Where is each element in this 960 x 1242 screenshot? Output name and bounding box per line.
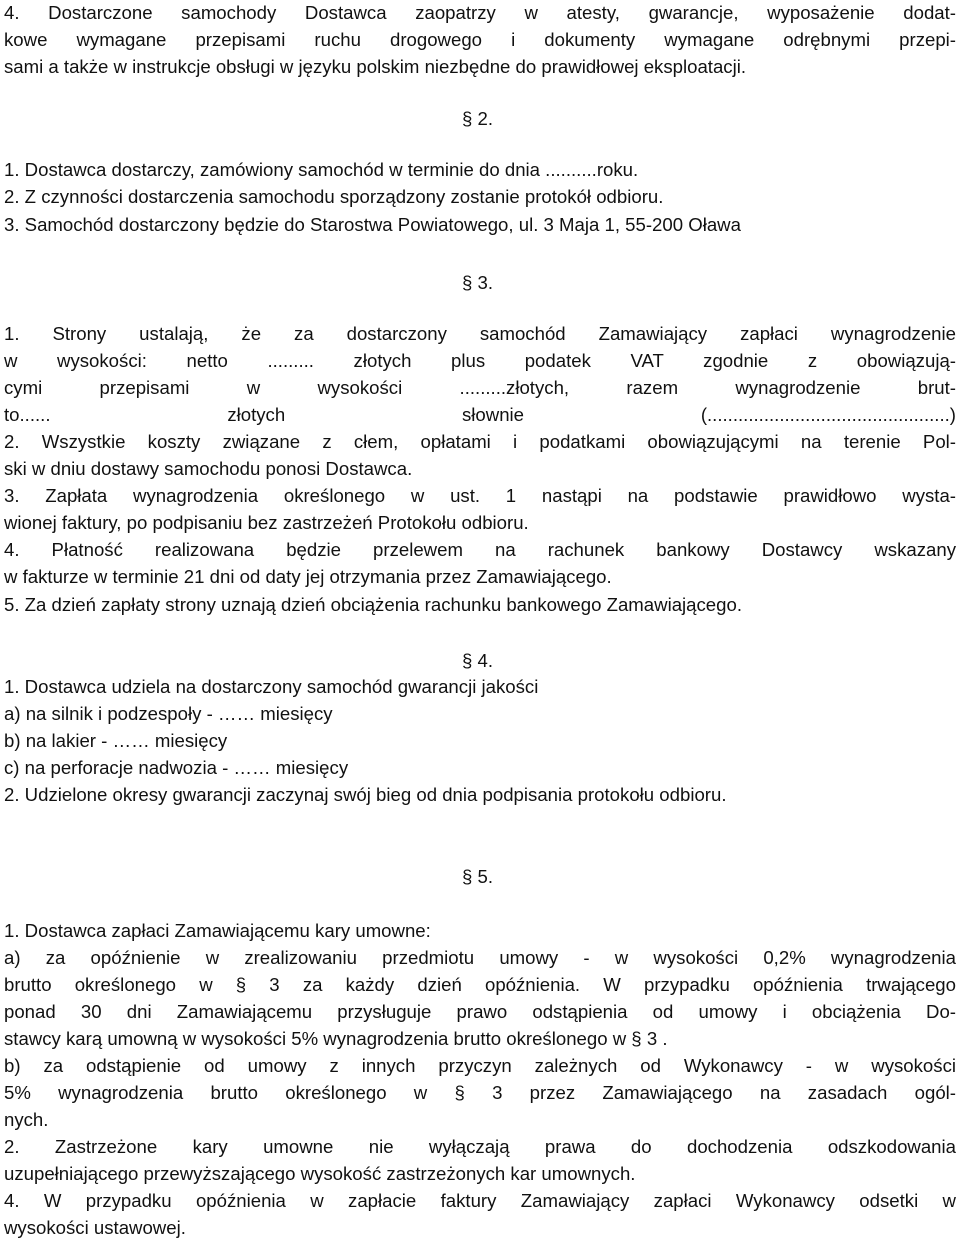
s3-item-5: 5. Za dzień zapłaty strony uznają dzień obciążenia rachunku bankowego Zamawiającego.	[4, 594, 742, 615]
paragraph-4-line-1: 4. Dostarczone samochody Dostawca zaopatrzy w atesty, gwarancje, wyposażenie dodat-	[4, 2, 956, 23]
s3-item-1-line-3: cymi przepisami w wysokości .........złotych, razem wynagrodzenie brut-	[4, 377, 956, 398]
s4-item-1-c: c) na perforacje nadwozia - …… miesięcy	[4, 757, 349, 778]
section-2-heading: § 2.	[462, 108, 494, 129]
s5-item-2-line-2: uzupełniającego przewyższającego wysokość zastrzeżonych kar umownych.	[4, 1163, 636, 1184]
s3-item-3-line-2: wionej faktury, po podpisaniu bez zastrzeżeń Protokołu odbioru.	[4, 512, 529, 533]
s5-item-1: 1. Dostawca zapłaci Zamawiającemu kary umowne:	[4, 920, 431, 941]
s2-item-1: 1. Dostawca dostarczy, zamówiony samochód w terminie do dnia ..........roku.	[4, 159, 639, 180]
s5-item-1-b-line-3: nych.	[4, 1109, 49, 1130]
s5-item-4-line-2: wysokości ustawowej.	[4, 1217, 186, 1238]
s4-item-1: 1. Dostawca udziela na dostarczony samochód gwarancji jakości	[4, 676, 539, 697]
s5-item-1-a-line-1: a) za opóźnienie w zrealizowaniu przedmiotu umowy - w wysokości 0,2% wynagrodzenia	[4, 947, 956, 968]
s5-item-2-line-1: 2. Zastrzeżone kary umowne nie wyłączają prawa do dochodzenia odszkodowania	[4, 1136, 956, 1157]
s3-item-4-line-1: 4. Płatność realizowana będzie przelewem na rachunek bankowy Dostawcy wskazany	[4, 539, 956, 560]
section-3-heading: § 3.	[462, 272, 494, 293]
s3-item-2-line-1: 2. Wszystkie koszty związane z cłem, opłatami i podatkami obowiązującymi na terenie Pol-	[4, 431, 956, 452]
s2-item-3: 3. Samochód dostarczony będzie do Starostwa Powiatowego, ul. 3 Maja 1, 55-200 Oława	[4, 214, 741, 235]
s4-item-1-a: a) na silnik i podzespoły - …… miesięcy	[4, 703, 333, 724]
s3-item-1-line-2: w wysokości: netto ......... złotych plus podatek VAT zgodnie z obowiązują-	[4, 350, 956, 371]
s3-item-1-line-4: to...... złotych słownie (...............................................)	[4, 404, 956, 425]
s3-item-3-line-1: 3. Zapłata wynagrodzenia określonego w ust. 1 nastąpi na podstawie prawidłowo wysta-	[4, 485, 956, 506]
s4-item-1-b: b) na lakier - …… miesięcy	[4, 730, 228, 751]
s5-item-1-b-line-1: b) za odstąpienie od umowy z innych przyczyn zależnych od Wykonawcy - w wysokości	[4, 1055, 956, 1076]
s5-item-1-a-line-4: stawcy karą umowną w wysokości 5% wynagrodzenia brutto określonego w § 3 .	[4, 1028, 668, 1049]
s5-item-1-a-line-3: ponad 30 dni Zamawiającemu przysługuje prawo odstąpienia od umowy i obciążenia Do-	[4, 1001, 956, 1022]
paragraph-4-line-2: kowe wymagane przepisami ruchu drogowego i dokumenty wymagane odrębnymi przepi-	[4, 29, 956, 50]
section-4-heading: § 4.	[462, 650, 494, 671]
s5-item-1-a-line-2: brutto określonego w § 3 za każdy dzień opóźnienia. W przypadku opóźnienia trwającego	[4, 974, 956, 995]
s5-item-4-line-1: 4. W przypadku opóźnienia w zapłacie faktury Zamawiający zapłaci Wykonawcy odsetki w	[4, 1190, 956, 1211]
s2-item-2: 2. Z czynności dostarczenia samochodu sporządzony zostanie protokół odbioru.	[4, 186, 664, 207]
paragraph-4-line-3: sami a także w instrukcje obsługi w języku polskim niezbędne do prawidłowej eksploatacji.	[4, 56, 747, 77]
section-5-heading: § 5.	[462, 866, 494, 887]
s5-item-1-b-line-2: 5% wynagrodzenia brutto określonego w § 3 przez Zamawiającego na zasadach ogól-	[4, 1082, 956, 1103]
s4-item-2: 2. Udzielone okresy gwarancji zaczynaj swój bieg od dnia podpisania protokołu odbioru.	[4, 784, 727, 805]
s3-item-1-line-1: 1. Strony ustalają, że za dostarczony samochód Zamawiający zapłaci wynagrodzenie	[4, 323, 956, 344]
s3-item-2-line-2: ski w dniu dostawy samochodu ponosi Dostawca.	[4, 458, 413, 479]
s3-item-4-line-2: w fakturze w terminie 21 dni od daty jej otrzymania przez Zamawiającego.	[4, 566, 612, 587]
